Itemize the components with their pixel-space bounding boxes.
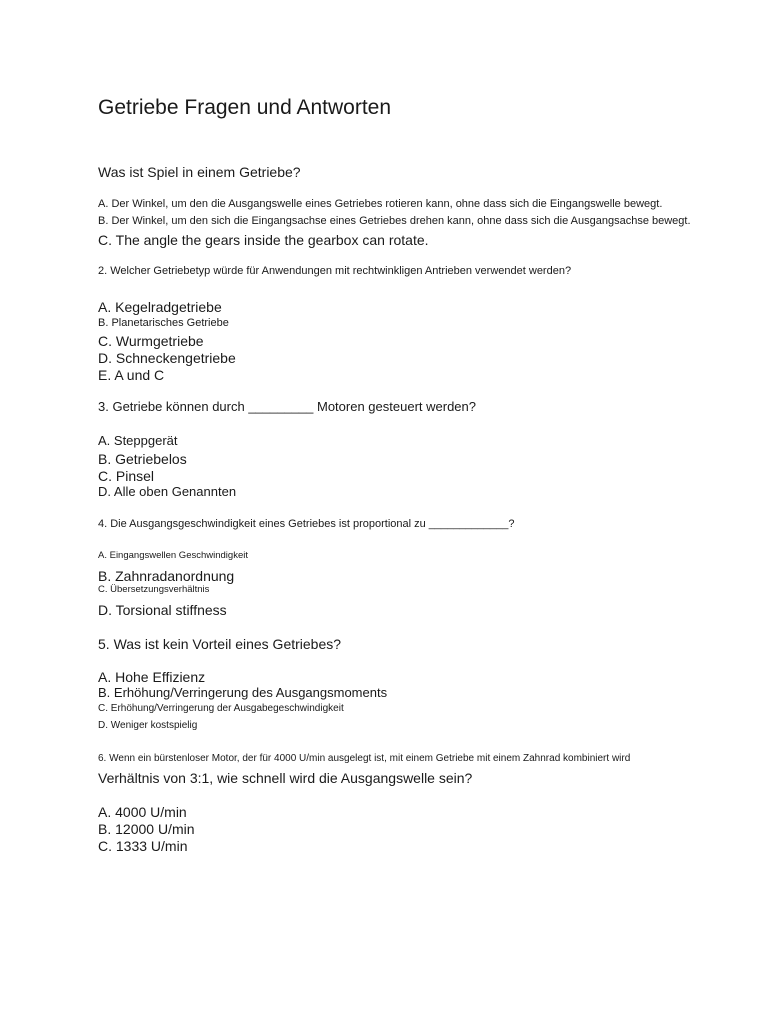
- question-3-option-d: D. Alle oben Genannten: [98, 484, 237, 499]
- question-4-option-b: B. Zahnradanordnung: [98, 568, 235, 584]
- question-2-option-c: C. Wurmgetriebe: [98, 333, 204, 349]
- question-3-option-c: C. Pinsel: [98, 468, 155, 484]
- question-2-text: 2. Welcher Getriebetyp würde für Anwendungen mit rechtwinkligen Antrieben verwendet werden?: [98, 265, 572, 277]
- question-5-option-c: C. Erhöhung/Verringerung der Ausgabegeschwindigkeit: [98, 703, 344, 714]
- question-5-option-d: D. Weniger kostspielig: [98, 720, 198, 731]
- question-3-option-a: A. Steppgerät: [98, 433, 178, 448]
- page-title: Getriebe Fragen und Antworten: [98, 96, 392, 119]
- question-1-option-b: B. Der Winkel, um den sich die Eingangsachse eines Getriebes drehen kann, ohne dass sich die Ausgangsachse bewegt.: [98, 215, 691, 227]
- question-5-text: 5. Was ist kein Vorteil eines Getriebes?: [98, 636, 342, 652]
- question-2-option-a: A. Kegelradgetriebe: [98, 299, 222, 315]
- question-6-option-b: B. 12000 U/min: [98, 821, 195, 837]
- question-4-option-c: C. Übersetzungsverhältnis: [98, 584, 210, 595]
- question-2-option-d: D. Schneckengetriebe: [98, 350, 236, 366]
- question-4-option-d: D. Torsional stiffness: [98, 602, 227, 618]
- question-2-option-b: B. Planetarisches Getriebe: [98, 317, 229, 329]
- question-6-text-continued: Verhältnis von 3:1, wie schnell wird die Ausgangswelle sein?: [98, 770, 473, 786]
- question-3-text: 3. Getriebe können durch _________ Motoren gesteuert werden?: [98, 399, 476, 414]
- question-4-text: 4. Die Ausgangsgeschwindigkeit eines Getriebes ist proportional zu _____________?: [98, 518, 515, 530]
- question-6-option-a: A. 4000 U/min: [98, 804, 187, 820]
- question-4-option-a: A. Eingangswellen Geschwindigkeit: [98, 550, 248, 561]
- question-5-option-a: A. Hohe Effizienz: [98, 669, 206, 685]
- question-1-text: Was ist Spiel in einem Getriebe?: [98, 164, 301, 180]
- question-1-option-c: C. The angle the gears inside the gearbox can rotate.: [98, 232, 429, 248]
- question-6-option-c: C. 1333 U/min: [98, 838, 188, 854]
- question-6-text: 6. Wenn ein bürstenloser Motor, der für 4000 U/min ausgelegt ist, mit einem Getriebe mit einem Zahnrad kombiniert wird: [98, 753, 631, 764]
- question-3-option-b: B. Getriebelos: [98, 451, 187, 467]
- question-5-option-b: B. Erhöhung/Verringerung des Ausgangsmoments: [98, 685, 388, 700]
- question-1-option-a: A. Der Winkel, um den die Ausgangswelle eines Getriebes rotieren kann, ohne dass sich die Eingangswelle bewegt.: [98, 198, 663, 210]
- question-2-option-e: E. A und C: [98, 367, 165, 383]
